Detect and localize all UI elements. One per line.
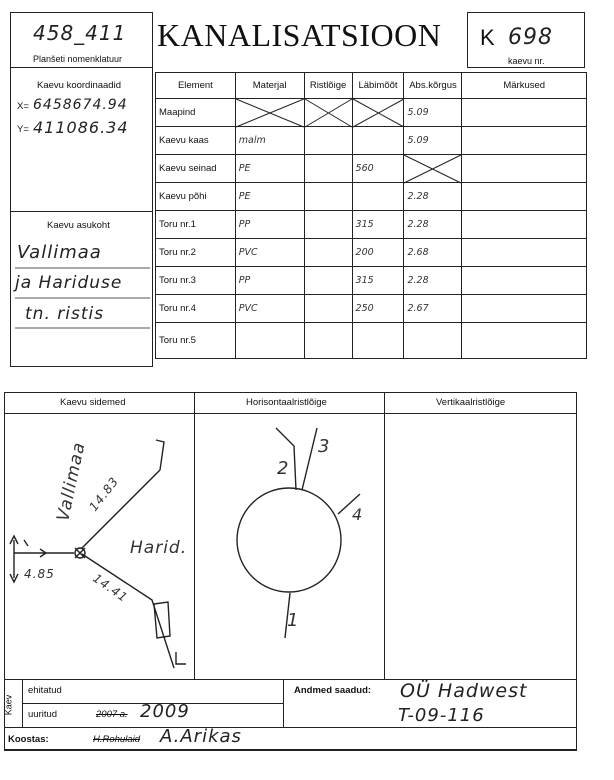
col-element: Element bbox=[156, 73, 236, 99]
compiler-label: Koostas: bbox=[8, 734, 49, 745]
distance-1483: 14.83 bbox=[86, 474, 122, 514]
cell-material: PVC bbox=[235, 295, 304, 323]
cell-abs: 2.28 bbox=[404, 267, 462, 295]
location-line-3: tn. ristis bbox=[25, 304, 105, 324]
pipe-3-line bbox=[302, 428, 317, 490]
cell-abs: 2.67 bbox=[404, 295, 462, 323]
well-number: 698 bbox=[508, 25, 553, 50]
connections-title: Kaevu sidemed bbox=[60, 397, 126, 408]
pipe-label-3: 3 bbox=[318, 436, 331, 457]
col-abs: Abs.kõrgus bbox=[404, 73, 462, 99]
data-code: T-09-116 bbox=[398, 705, 485, 726]
cell-element: Kaevu põhi bbox=[156, 183, 236, 211]
location-line-1: Vallimaa bbox=[17, 242, 102, 263]
cell-diameter: 250 bbox=[352, 295, 404, 323]
cell-abs: 2.28 bbox=[404, 211, 462, 239]
surveyed-new: 2009 bbox=[140, 701, 190, 722]
coordinates-label: Kaevu koordinaadid bbox=[37, 80, 121, 91]
well-circle bbox=[237, 488, 341, 592]
cell-diameter: 560 bbox=[352, 155, 404, 183]
pipe-branch-d bbox=[156, 440, 164, 470]
cell-element: Toru nr.2 bbox=[156, 239, 236, 267]
footer-bottom-line bbox=[4, 727, 577, 728]
cell-abs: 2.68 bbox=[404, 239, 462, 267]
cell-diameter: 315 bbox=[352, 267, 404, 295]
pipe-label-4: 4 bbox=[352, 505, 364, 524]
cell-abs: 5.09 bbox=[404, 99, 462, 127]
location-label: Kaevu asukoht bbox=[47, 220, 110, 231]
pipe-label-2: 2 bbox=[277, 458, 290, 479]
dim-small-arrow bbox=[24, 540, 28, 546]
distance-1441: 14.41 bbox=[90, 570, 131, 606]
coord-y-value: 411086.34 bbox=[33, 118, 129, 137]
cell-abs: 2.28 bbox=[404, 183, 462, 211]
surveyed-label: uuritud bbox=[28, 709, 58, 720]
vertical-title: Vertikaalristlõige bbox=[436, 397, 506, 408]
cell-abs: 5.09 bbox=[404, 127, 462, 155]
page-title: KANALISATSIOON bbox=[157, 17, 442, 53]
well-prefix: K bbox=[480, 25, 495, 50]
col-diameter: Läbimõõt bbox=[352, 73, 404, 99]
cell-material: PE bbox=[235, 183, 304, 211]
coord-y-prefix: Y= bbox=[17, 124, 29, 135]
footer-col-divider bbox=[283, 679, 284, 727]
cell-element: Kaevu seinad bbox=[156, 155, 236, 183]
well-label: kaevu nr. bbox=[508, 56, 545, 66]
compiler-old: H.Rohulaid bbox=[93, 734, 140, 745]
street-harid: Harid. bbox=[130, 538, 188, 558]
cell-element: Maapind bbox=[156, 99, 236, 127]
cell-material: PP bbox=[235, 267, 304, 295]
sheet-number: 458_411 bbox=[33, 21, 127, 45]
col-material: Materjal bbox=[235, 73, 304, 99]
cell-material: PP bbox=[235, 211, 304, 239]
compiler-new: A.Arikas bbox=[160, 726, 242, 747]
cell-element: Toru nr.3 bbox=[156, 267, 236, 295]
pipe-label-1: 1 bbox=[287, 610, 300, 631]
cell-diameter: 315 bbox=[352, 211, 404, 239]
built-label: ehitatud bbox=[28, 685, 62, 696]
location-line-2: ja Hariduse bbox=[15, 273, 123, 293]
cell-material: PE bbox=[235, 155, 304, 183]
kaev-side-label: Kaev bbox=[3, 694, 14, 716]
cell-element: Toru nr.4 bbox=[156, 295, 236, 323]
distance-485: 4.85 bbox=[24, 567, 55, 581]
sheet-label: Planšeti nomenklatuur bbox=[33, 54, 123, 64]
corner-mark bbox=[176, 652, 186, 664]
cell-element: Toru nr.5 bbox=[156, 323, 236, 359]
coord-x-prefix: X= bbox=[17, 101, 29, 112]
compiler-underline bbox=[4, 750, 577, 751]
surveyed-old: 2007 a. bbox=[96, 709, 128, 720]
street-harid-line bbox=[82, 554, 174, 668]
cell-diameter: 200 bbox=[352, 239, 404, 267]
street-vallimaa: Vallimaa bbox=[53, 440, 90, 524]
data-company: OÜ Hadwest bbox=[400, 680, 528, 702]
col-notes: Märkused bbox=[462, 73, 587, 99]
col-section: Ristlõige bbox=[304, 73, 352, 99]
coord-x-value: 6458674.94 bbox=[33, 97, 128, 113]
cell-material: malm bbox=[235, 127, 304, 155]
cell-element: Toru nr.1 bbox=[156, 211, 236, 239]
data-source-label: Andmed saadud: bbox=[294, 685, 372, 696]
cell-material: PVC bbox=[235, 239, 304, 267]
horizontal-title: Horisontaalristlõige bbox=[246, 397, 327, 408]
cell-element: Kaevu kaas bbox=[156, 127, 236, 155]
